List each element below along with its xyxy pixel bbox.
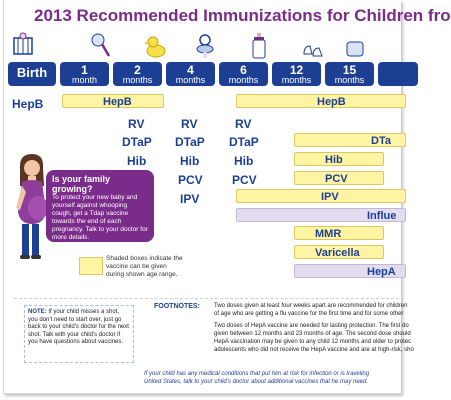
disclaimer: [144, 371, 399, 386]
callout-heading: Is your family growing?: [52, 174, 111, 194]
pacifier-icon: [194, 32, 216, 60]
pcv-4-months: PCV: [178, 173, 203, 187]
disclaimer-line: United States, talk to your child’s doctor about additional vaccines that he may need.: [144, 378, 369, 385]
header-birth: [8, 62, 56, 86]
header-6-months: [219, 62, 268, 86]
ipv-4-months: IPV: [180, 192, 200, 206]
footnote-line: HepA vaccination may be given to any child 12 months and older to protec: [214, 339, 412, 345]
hib-4-months: Hib: [180, 154, 200, 168]
dtap-bar: DTa: [294, 133, 406, 147]
footnote-line: adolescents who did not receive the HepA vaccine and are at high-risk, sho: [214, 347, 414, 353]
note-box: [24, 305, 134, 363]
header-number: 6: [240, 63, 247, 77]
header-unit: months: [175, 75, 206, 85]
pcv-bar: PCV: [294, 171, 384, 185]
footnote-line: Two doses given at least four weeks apart are recommended for children: [214, 303, 408, 309]
mmr-bar: MMR: [294, 226, 384, 240]
note-label: NOTE:: [28, 309, 47, 315]
header-unit: months: [122, 75, 153, 85]
baby-bottle-icon: [248, 32, 270, 60]
varicella-bar: Varicella: [294, 245, 384, 259]
dtap-2-months: DTaP: [122, 135, 152, 149]
rv-2-months: RV: [128, 117, 145, 131]
dtap-4-months: DTaP: [175, 135, 205, 149]
header-number: 4: [187, 63, 194, 77]
legend-text: Shaded boxes indicate the vaccine can be given during shown age range.: [106, 255, 183, 278]
toddler-toy-icon: [344, 32, 366, 60]
footnote-line: given between 12 months and 23 months of age. The second dose should: [214, 331, 411, 337]
footnotes-label: FOOTNOTES:: [154, 303, 200, 310]
header-15-months: [325, 62, 374, 86]
rattle-icon: [90, 32, 112, 60]
hib-2-months: Hib: [127, 154, 147, 168]
header-1-month: [60, 62, 109, 86]
callout-body: To protect your new baby and yourself against whooping cough, get a Tdap vaccine towards the end of each pregnancy. Talk to your doctor for more details.: [52, 194, 148, 241]
tdap-callout: [46, 170, 154, 242]
pcv-6-months: PCV: [232, 173, 257, 187]
hib-bar: Hib: [294, 152, 384, 166]
header-12-months: [272, 62, 321, 86]
hepb-birth-label: HepB: [12, 97, 44, 111]
note-text: If your child misses a shot, you don’t need to start over, just go back to your child’s doctor for the next shot. Talk with your child’s doctor if you have questions about vaccines.: [28, 309, 129, 346]
header-unit: months: [228, 75, 259, 85]
crib-icon: [12, 32, 34, 60]
footnote-line: Two doses of HepA vaccine are needed for lasting protection. The first do: [214, 323, 409, 329]
header-number: Birth: [16, 65, 48, 80]
legend-swatch: [79, 257, 103, 275]
header-number: 15: [342, 63, 357, 77]
hepb-early-bar: HepB: [62, 94, 164, 108]
header-unit: months: [281, 75, 312, 85]
hib-6-months: Hib: [234, 154, 254, 168]
baby-shoes-icon: [302, 32, 324, 60]
header-cut-off: [378, 62, 418, 86]
footnote-line: of age who are getting a flu vaccine for the first time and for some other: [214, 311, 404, 317]
header-4-months: [166, 62, 215, 86]
rv-6-months: RV: [235, 117, 252, 131]
header-2-months: [113, 62, 162, 86]
dtap-6-months: DTaP: [229, 135, 259, 149]
disclaimer-line: If your child has any medical conditions that put him at risk for infection or is traveling: [144, 371, 370, 377]
header-number: 12: [289, 63, 304, 77]
hepa-bar: HepA: [294, 264, 406, 278]
hepb-late-bar: HepB: [236, 94, 406, 108]
header-unit: month: [71, 75, 97, 85]
header-number: 2: [134, 63, 141, 77]
header-unit: months: [334, 75, 365, 85]
ipv-bar: IPV: [236, 189, 406, 203]
poster-sheet: [3, 0, 451, 394]
poster-title: 2013 Recommended Immunizations for Children fro: [34, 6, 451, 25]
header-number: 1: [81, 63, 88, 77]
rubber-duck-icon: [144, 32, 166, 60]
rv-4-months: RV: [181, 117, 198, 131]
influenza-bar: Influe: [236, 208, 406, 222]
